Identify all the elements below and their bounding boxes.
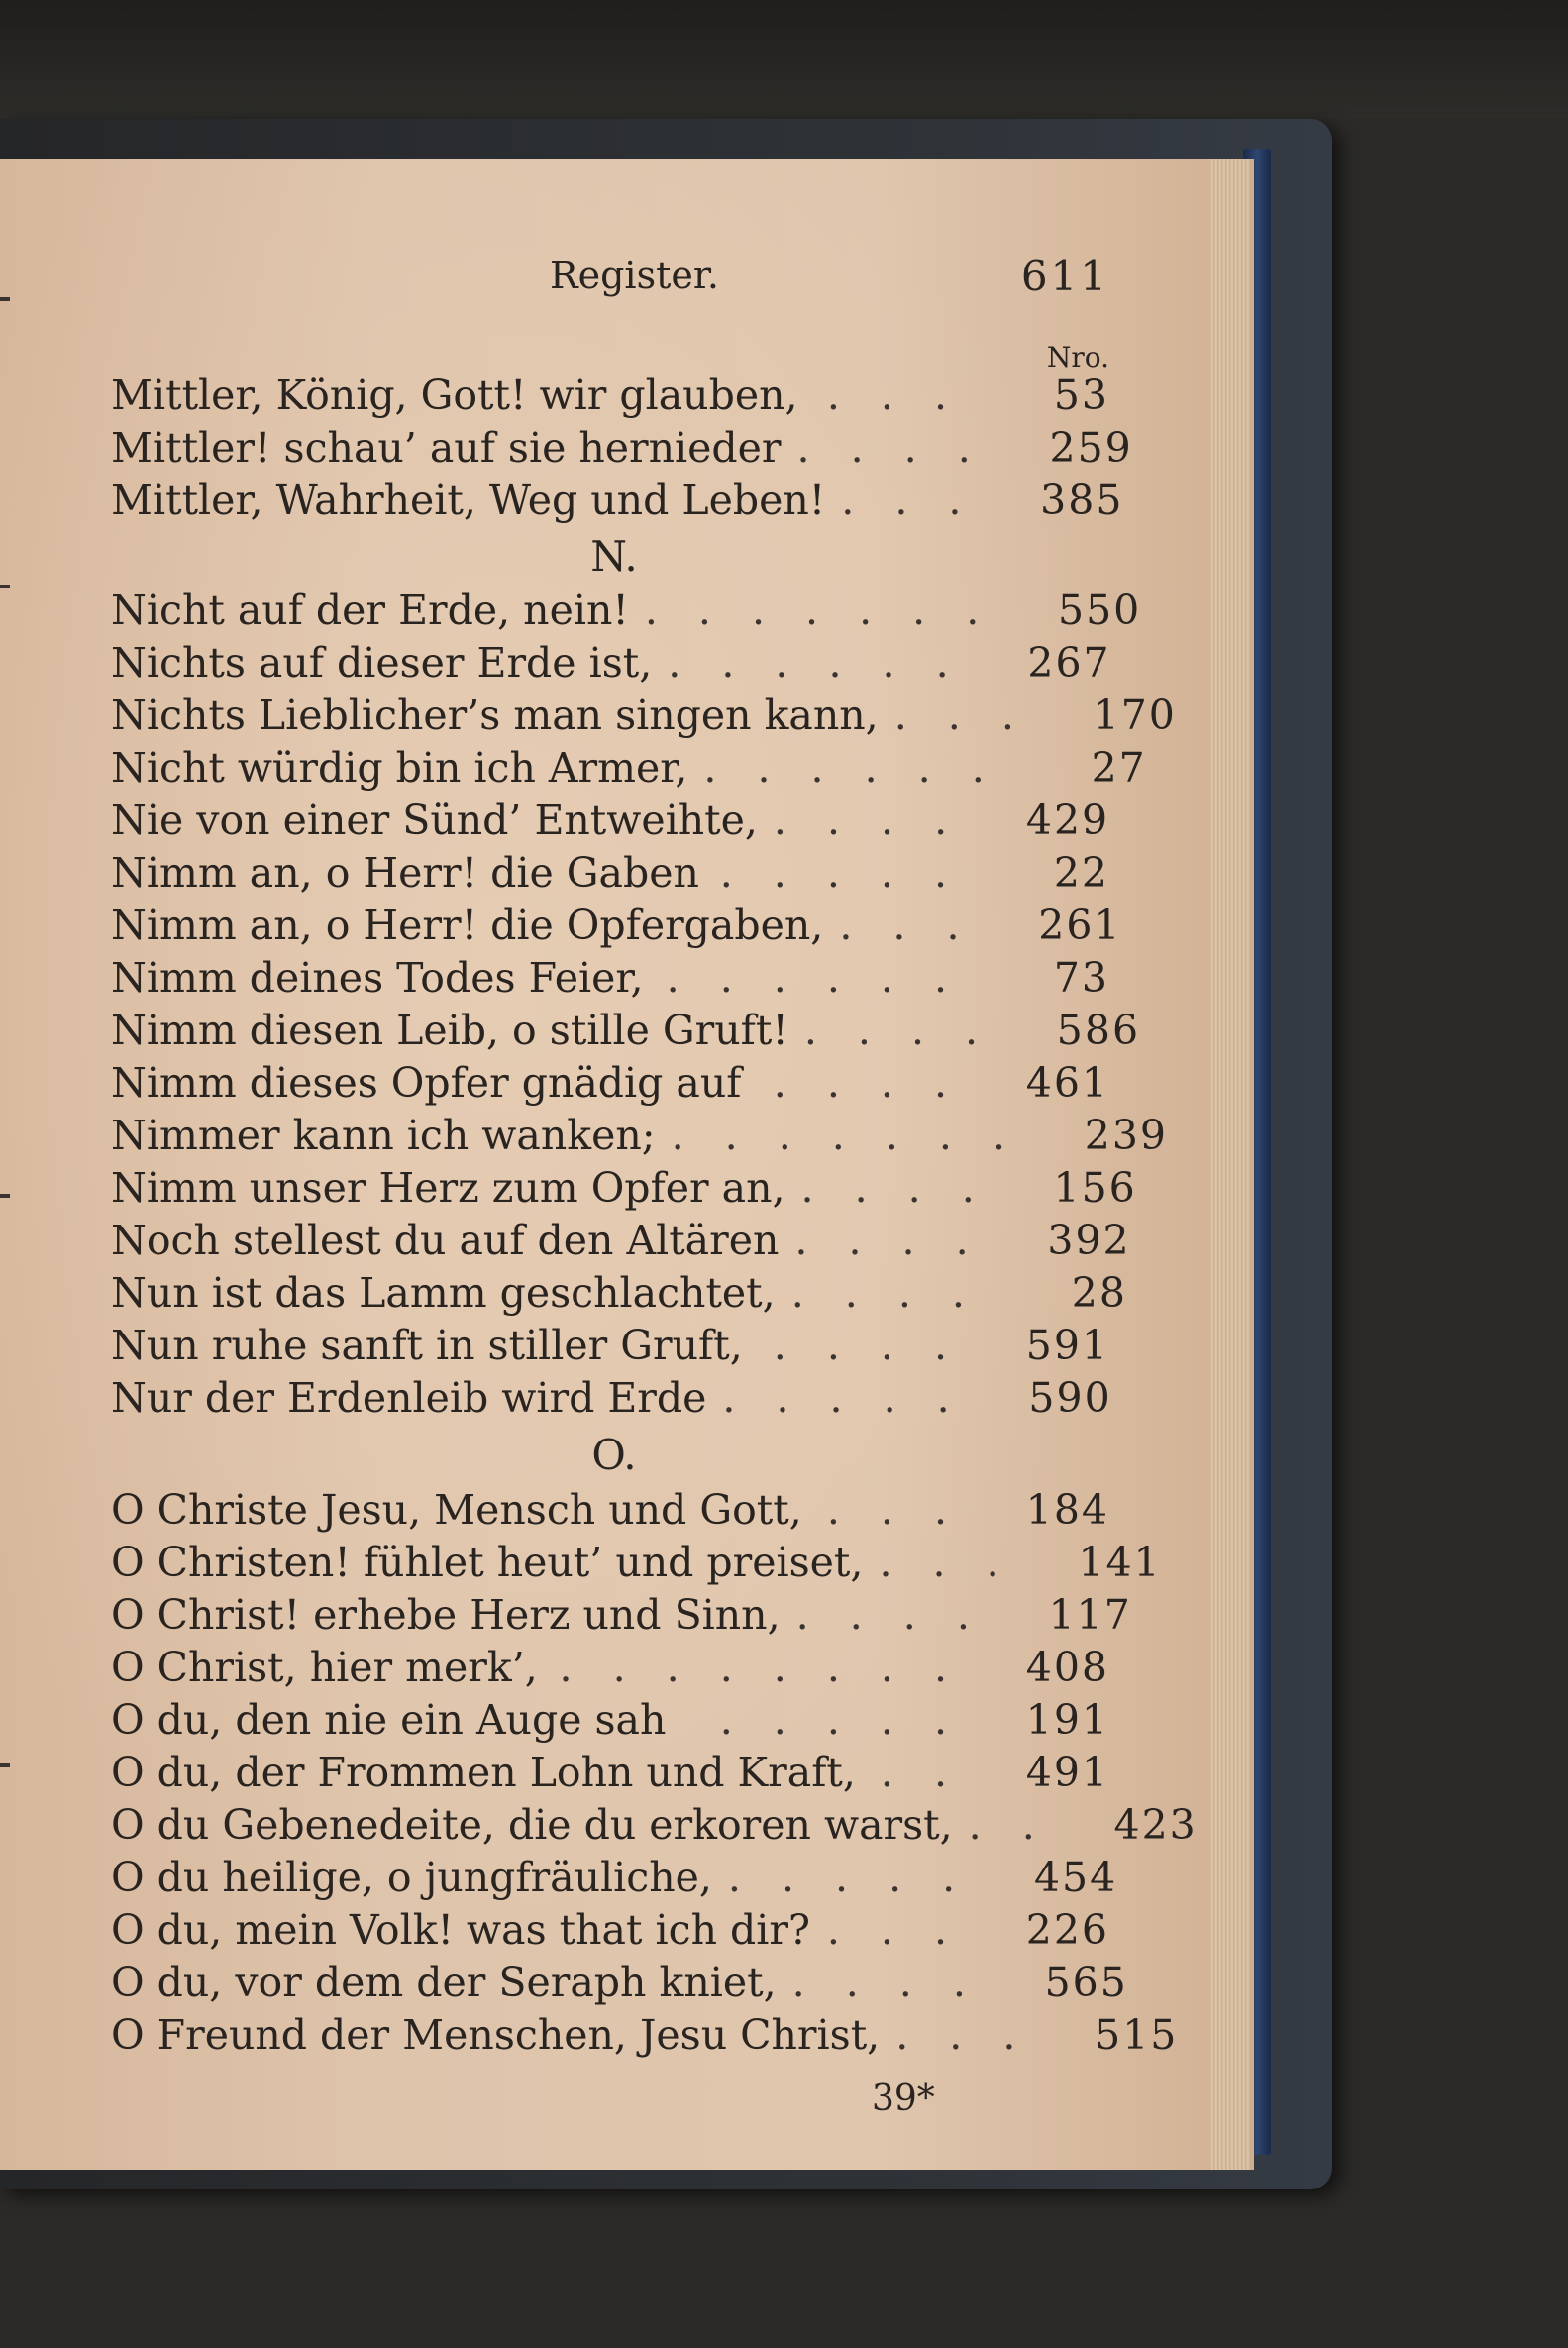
edge-mark [0, 297, 10, 301]
leader-dots: . . . [826, 1906, 961, 1954]
index-entry [111, 1486, 1109, 1538]
index-entry [111, 1644, 1109, 1695]
leader-dots: . . . . [795, 1591, 984, 1639]
leader-dots: . . . . [773, 1322, 961, 1369]
entry-number: 429 [1025, 797, 1110, 844]
leader-dots: . . . . . [727, 1854, 970, 1901]
leader-dots: . . . . [803, 1007, 993, 1054]
leader-dots: . . . [826, 372, 961, 419]
entry-number: 408 [1025, 1644, 1109, 1691]
printer-signature: 39* [872, 2079, 935, 2119]
leader-dots: . . [968, 1801, 1049, 1849]
edge-mark [0, 1194, 10, 1198]
entry-number: 184 [1025, 1486, 1109, 1534]
leader-dots: . . . . . . . . [559, 1644, 961, 1691]
entry-number: 392 [1047, 1217, 1131, 1264]
leader-dots: . . . . [794, 1217, 983, 1264]
index-entry [111, 954, 1109, 1006]
entry-number: 515 [1095, 2011, 1179, 2059]
entry-title: O Christe Jesu, Mensch und Gott, [111, 1486, 802, 1534]
entry-title: O Christ! erhebe Herz und Sinn, [111, 1591, 781, 1639]
entry-title: O Christ, hier merk’, [111, 1644, 538, 1691]
edge-mark [0, 585, 10, 588]
entry-title: Nicht auf der Erde, nein! [111, 587, 629, 634]
section-letter: O. [591, 1431, 637, 1479]
entry-title: O du Gebenedeite, die du erkoren warst, [111, 1801, 953, 1849]
entry-number: 259 [1049, 424, 1133, 472]
entry-number: 28 [1071, 1269, 1127, 1317]
entry-number: 550 [1058, 587, 1142, 634]
entry-title: Mittler, König, Gott! wir glauben, [111, 372, 798, 419]
leader-dots: . . . [895, 2011, 1030, 2059]
entry-title: O du, der Frommen Lohn und Kraft, [111, 1749, 856, 1796]
edge-mark [0, 1763, 10, 1767]
entry-number: 385 [1040, 477, 1124, 524]
index-entry [111, 1749, 1109, 1800]
leader-dots: . . . [826, 1486, 961, 1534]
entry-title: Nimm dieses Opfer gnädig auf [111, 1059, 742, 1107]
leader-dots: . . . . [790, 1269, 979, 1317]
index-entry [111, 1906, 1109, 1958]
entry-title: Nun ist das Lamm geschlachtet, [111, 1269, 776, 1317]
running-head: Register. [550, 254, 719, 297]
index-entry [111, 424, 1133, 476]
index-entry [111, 639, 1109, 691]
index-entry [111, 902, 1122, 953]
leader-dots: . . . . . . . [644, 587, 993, 634]
entry-number: 565 [1044, 1959, 1128, 2006]
entry-title: O du, mein Volk! was that ich dir? [111, 1906, 810, 1954]
entry-number: 117 [1048, 1591, 1132, 1639]
entry-number: 591 [1025, 1322, 1109, 1369]
index-entry [111, 1164, 1137, 1216]
entry-title: Mittler, Wahrheit, Weg und Leben! [111, 477, 826, 524]
page-number: 611 [1020, 252, 1109, 300]
entry-title: Nimm an, o Herr! die Gaben [111, 849, 699, 897]
index-entry [111, 477, 1124, 528]
entry-number: 267 [1027, 639, 1111, 687]
leader-dots: . . . [893, 692, 1028, 739]
leader-dots: . . . . [800, 1164, 989, 1212]
index-entry [111, 1854, 1118, 1905]
entry-title: O Freund der Menschen, Jesu Christ, [111, 2011, 881, 2059]
index-entry [111, 1007, 1141, 1058]
index-entry [111, 1269, 1127, 1321]
column-label: Nro. [1046, 341, 1109, 374]
entry-number: 239 [1084, 1112, 1168, 1159]
entry-number: 590 [1028, 1374, 1112, 1422]
leader-dots: . . . . . . [668, 639, 963, 687]
index-entry [111, 1112, 1168, 1163]
entry-title: Nicht würdig bin ich Armer, [111, 744, 688, 792]
entry-number: 73 [1053, 954, 1109, 1002]
index-entry [111, 849, 1109, 901]
leader-dots: . . . . . . [666, 954, 961, 1002]
index-entry [111, 1374, 1112, 1426]
entry-number: 170 [1093, 692, 1177, 739]
index-entry [111, 1959, 1128, 2010]
entry-number: 423 [1113, 1801, 1198, 1849]
index-entry [111, 1059, 1109, 1111]
entry-title: Nie von einer Sünd’ Entweihte, [111, 797, 758, 844]
entry-number: 454 [1033, 1854, 1118, 1901]
index-entry [111, 797, 1109, 848]
index-entry [111, 2011, 1179, 2063]
entry-number: 27 [1091, 744, 1147, 792]
leader-dots: . . . [841, 477, 976, 524]
entry-title: Noch stellest du auf den Altären [111, 1217, 780, 1264]
leader-dots: . . . . . . [703, 744, 998, 792]
entry-title: O du, vor dem der Seraph kniet, [111, 1959, 777, 2006]
entry-title: Nimm deines Todes Feier, [111, 954, 644, 1002]
entry-title: Mittler! schau’ auf sie hernieder [111, 424, 782, 472]
background [0, 0, 1568, 119]
entry-number: 22 [1053, 849, 1109, 897]
leader-dots: . . . . [791, 1959, 980, 2006]
index-entry [111, 692, 1177, 743]
leader-dots: . . . [839, 902, 974, 949]
leader-dots: . . . . . . . [671, 1112, 1019, 1159]
leader-dots: . . . . . [719, 849, 961, 897]
leader-dots: . . . . . [719, 1696, 961, 1744]
index-entry [111, 372, 1109, 423]
section-letter: N. [590, 532, 638, 581]
leader-dots: . . . . [773, 797, 962, 844]
leader-dots: . . . [879, 1539, 1013, 1586]
index-entry [111, 1539, 1162, 1590]
entry-number: 226 [1025, 1906, 1109, 1954]
entry-number: 191 [1025, 1696, 1109, 1744]
entry-title: Nur der Erdenleib wird Erde [111, 1374, 707, 1422]
entry-number: 461 [1025, 1059, 1109, 1107]
leader-dots: . . . . [773, 1059, 961, 1107]
entry-title: Nimm unser Herz zum Opfer an, [111, 1164, 785, 1212]
index-entry [111, 1322, 1109, 1373]
entry-number: 491 [1025, 1749, 1109, 1796]
index-entry [111, 744, 1147, 796]
entry-title: O du, den nie ein Auge sah [111, 1696, 667, 1744]
entry-title: Nichts Lieblicher’s man singen kann, [111, 692, 879, 739]
index-entry [111, 1696, 1109, 1748]
entry-title: Nichts auf dieser Erde ist, [111, 639, 653, 687]
entry-number: 141 [1078, 1539, 1162, 1586]
entry-title: O du heilige, o jungfräuliche, [111, 1854, 712, 1901]
leader-dots: . . . . . [722, 1374, 964, 1422]
entry-number: 156 [1053, 1164, 1137, 1212]
entry-title: Nimm diesen Leib, o stille Gruft! [111, 1007, 788, 1054]
index-entry [111, 1217, 1131, 1268]
leader-dots: . . [880, 1749, 961, 1796]
entry-number: 261 [1038, 902, 1122, 949]
entry-number: 53 [1053, 372, 1109, 419]
entry-number: 586 [1056, 1007, 1141, 1054]
page-edges [1210, 159, 1250, 2170]
index-entry [111, 1591, 1132, 1643]
index-entry [111, 587, 1142, 638]
entry-title: Nimmer kann ich wanken; [111, 1112, 656, 1159]
entry-title: Nimm an, o Herr! die Opfergaben, [111, 902, 824, 949]
leader-dots: . . . . [796, 424, 985, 472]
index-entry [111, 1801, 1198, 1853]
entry-title: Nun ruhe sanft in stiller Gruft, [111, 1322, 743, 1369]
entry-title: O Christen! fühlet heut’ und preiset, [111, 1539, 864, 1586]
